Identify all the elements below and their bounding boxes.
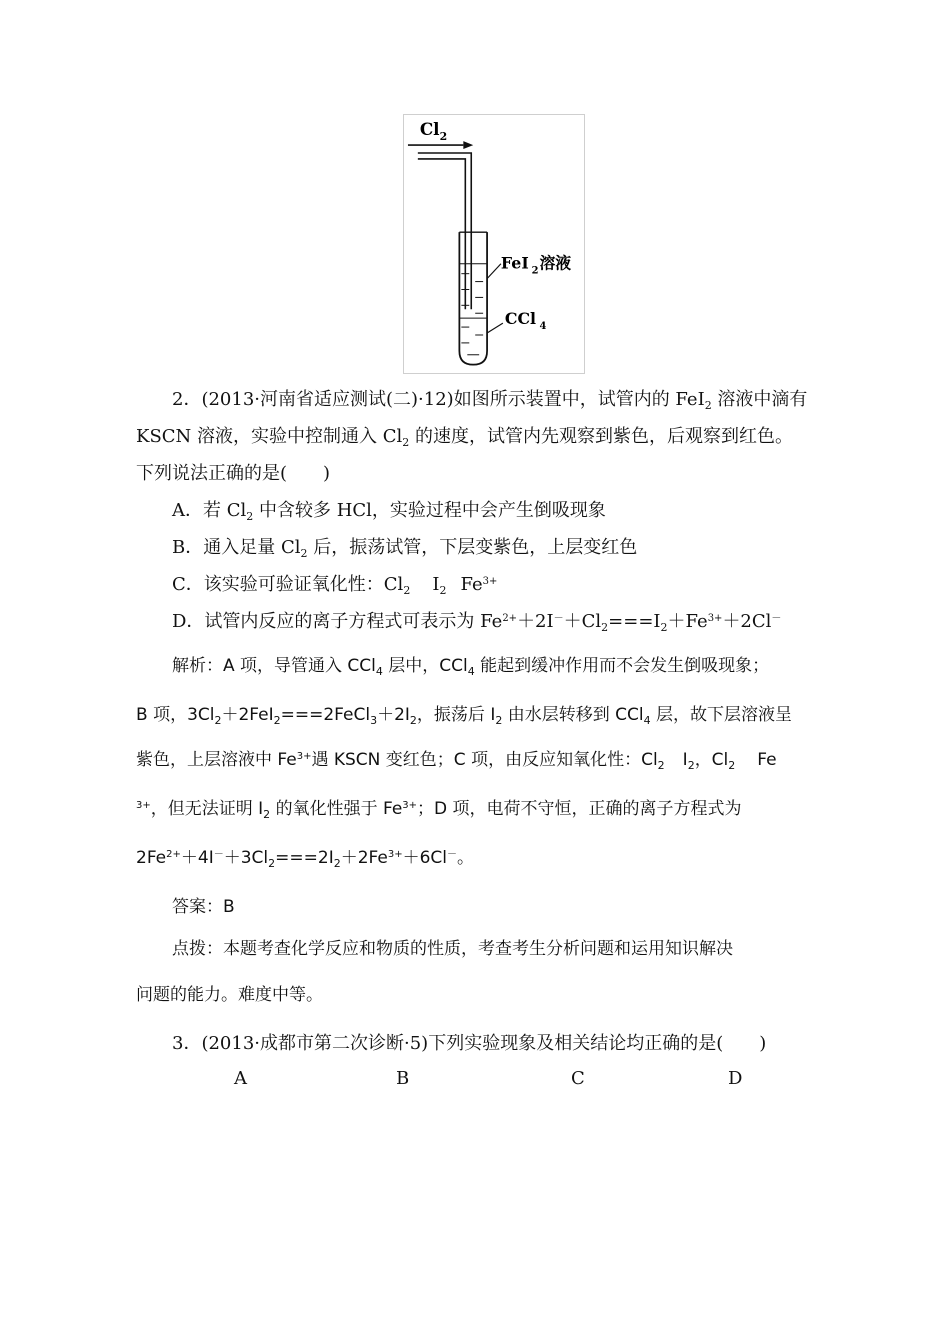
analysis-line3: 紫色，上层溶液中 $Fe^{3+}$遇 KSCN 变红色；C 项，由反应知氧化性：$Cl_2$ $I_2$，$Cl_2$ Fe [136, 750, 777, 772]
ccl4-label: CCl [504, 309, 537, 329]
solution-label: FeI [500, 253, 529, 273]
apparatus-diagram [404, 115, 584, 373]
q2-stem-line3: 下列说法正确的是( ) [136, 463, 331, 484]
q3-col-a: A [234, 1068, 247, 1089]
analysis-line4: $^{3+}$，但无法证明 $I_2$ 的氧化性强于 $Fe^{3+}$；D 项，电荷不守恒，正确的离子方程式为 [136, 799, 742, 821]
q2-option-b: B．通入足量 $Cl_2$ 后，振荡试管，下层变紫色，上层变红色 [172, 537, 638, 560]
q2-option-d: D．试管内反应的离子方程式可表示为 $Fe^{2+}+2I^-+Cl_2===I_2+Fe^{3+}+2Cl^-$ [172, 611, 782, 634]
apparatus-figure [403, 114, 585, 374]
delivery-tube-outer [418, 153, 471, 309]
q3-col-c: C [571, 1068, 585, 1089]
q2-option-c: C．该实验可验证氧化性：$Cl_2$ $I_2$ $Fe^{3+}$ [172, 574, 498, 597]
tip-line2: 问题的能力。难度中等。 [136, 985, 323, 1005]
tip-line1: 点拨：本题考查化学反应和物质的性质，考查考生分析问题和运用知识解决 [172, 939, 733, 959]
solution-label-cn: 溶液 [539, 253, 572, 273]
analysis-line2: B 项，$3Cl_2+2FeI_2===2FeCl_3+2I_2$，振荡后 $I_2$ 由水层转移到 CCl$_4$ 层，故下层溶液呈 [136, 705, 793, 727]
q3-stem: 3．(2013·成都市第二次诊断·5)下列实验现象及相关结论均正确的是( ) [172, 1033, 767, 1054]
test-tube [459, 232, 487, 365]
analysis-line1: 解析：A 项，导管通入 CCl$_4$ 层中，CCl$_4$ 能起到缓冲作用而不会发生倒吸现象； [172, 656, 770, 678]
q2-option-a: A．若 $Cl_2$ 中含较多 HCl，实验过程中会产生倒吸现象 [172, 500, 606, 523]
q2-stem-line1: 2．(2013·河南省适应测试(二)·12)如图所示装置中，试管内的 FeI$_2$ 溶液中滴有 [172, 389, 808, 412]
analysis-line5: $2Fe^{2+}+4I^-+3Cl_2===2I_2+2Fe^{3+}+6Cl^-$。 [136, 848, 474, 870]
gas-arrow-head [463, 141, 473, 149]
q3-col-b: B [396, 1068, 410, 1089]
solution-pointer [487, 264, 501, 279]
delivery-tube-inner [418, 159, 465, 309]
q2-stem-line2: KSCN 溶液，实验中控制通入 $Cl_2$ 的速度，试管内先观察到紫色，后观察到红色。 [136, 426, 794, 449]
gas-label-sub: 2 [439, 130, 448, 144]
ccl4-label-sub: 4 [539, 321, 547, 333]
gas-label: Cl [419, 119, 440, 140]
solution-label-sub: 2 [531, 265, 539, 277]
q3-col-d: D [728, 1068, 743, 1089]
answer-line: 答案：B [172, 897, 235, 917]
ccl4-pointer [487, 323, 503, 333]
